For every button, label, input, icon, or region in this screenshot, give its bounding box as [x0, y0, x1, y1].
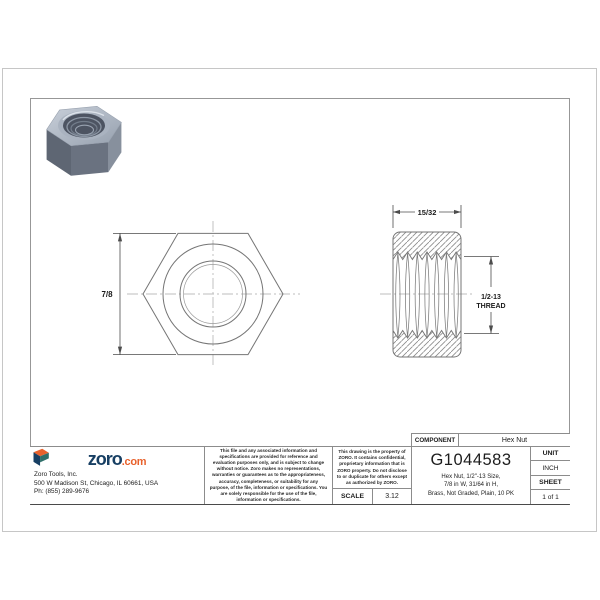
- legal-reference-cell: [204, 446, 332, 504]
- legal-reference-text: This file and any associated information and specifications are provided for reference and evaluation purposes only, and is subject to change without notice. Zoro makes no representations, warranties or guarantees as to the appropriateness, accuracy, completeness, or suitability for any purpose, of the file, information or specifications. You are solely responsible for the use of the file, information or specifications.: [209, 448, 328, 502]
- scale-value: 3.12: [372, 488, 411, 504]
- front-view: [101, 221, 300, 368]
- thread-dim-label-line1: 1/2-13: [481, 294, 501, 301]
- side-width-dim-label: 15/32: [417, 208, 437, 217]
- company-address-block: [30, 471, 204, 497]
- logo-text: zoro: [87, 449, 122, 469]
- part-description-line1: Hex Nut, 1/2"-13 Size,: [441, 473, 501, 480]
- thread-dim-label-line2: THREAD: [476, 303, 506, 310]
- zoro-cube-icon: [30, 447, 51, 468]
- unit-label: UNIT: [530, 446, 570, 460]
- company-phone: Ph: (855) 289-9676: [34, 488, 90, 496]
- part-description: [428, 473, 514, 499]
- thread-profile: [396, 253, 459, 337]
- front-width-dim-label: 7/8: [101, 290, 113, 299]
- component-label: COMPONENT: [411, 433, 458, 446]
- company-street-address: 500 W Madison St, Chicago, IL 60661, USA: [34, 479, 159, 487]
- zoro-logo: [30, 450, 204, 468]
- hex-nut-3d-image: [47, 106, 122, 175]
- scale-label: SCALE: [332, 488, 372, 504]
- unit-value: INCH: [530, 460, 570, 475]
- sheet-value: 1 of 1: [530, 489, 570, 504]
- sheet-label: SHEET: [530, 475, 570, 489]
- component-value: Hex Nut: [458, 433, 570, 446]
- part-number: G1044583: [430, 451, 512, 469]
- legal-property-text: This drawing is the property of ZORO. It contains confidential, proprietary information that is ZORO property. Do not disclose to or duplicate for others except as authorized by ZORO.: [336, 449, 408, 485]
- side-view: [380, 205, 506, 357]
- legal-property-cell: [332, 446, 411, 488]
- part-description-line2: 7/8 in W, 31/64 in H,: [443, 482, 498, 489]
- part-cell: [411, 446, 530, 504]
- logo-tld: .com: [121, 456, 147, 468]
- company-block: [30, 446, 204, 504]
- company-name: Zoro Tools, Inc.: [34, 471, 78, 478]
- part-description-line3: Brass, Not Graded, Plain, 10 PK: [427, 490, 515, 497]
